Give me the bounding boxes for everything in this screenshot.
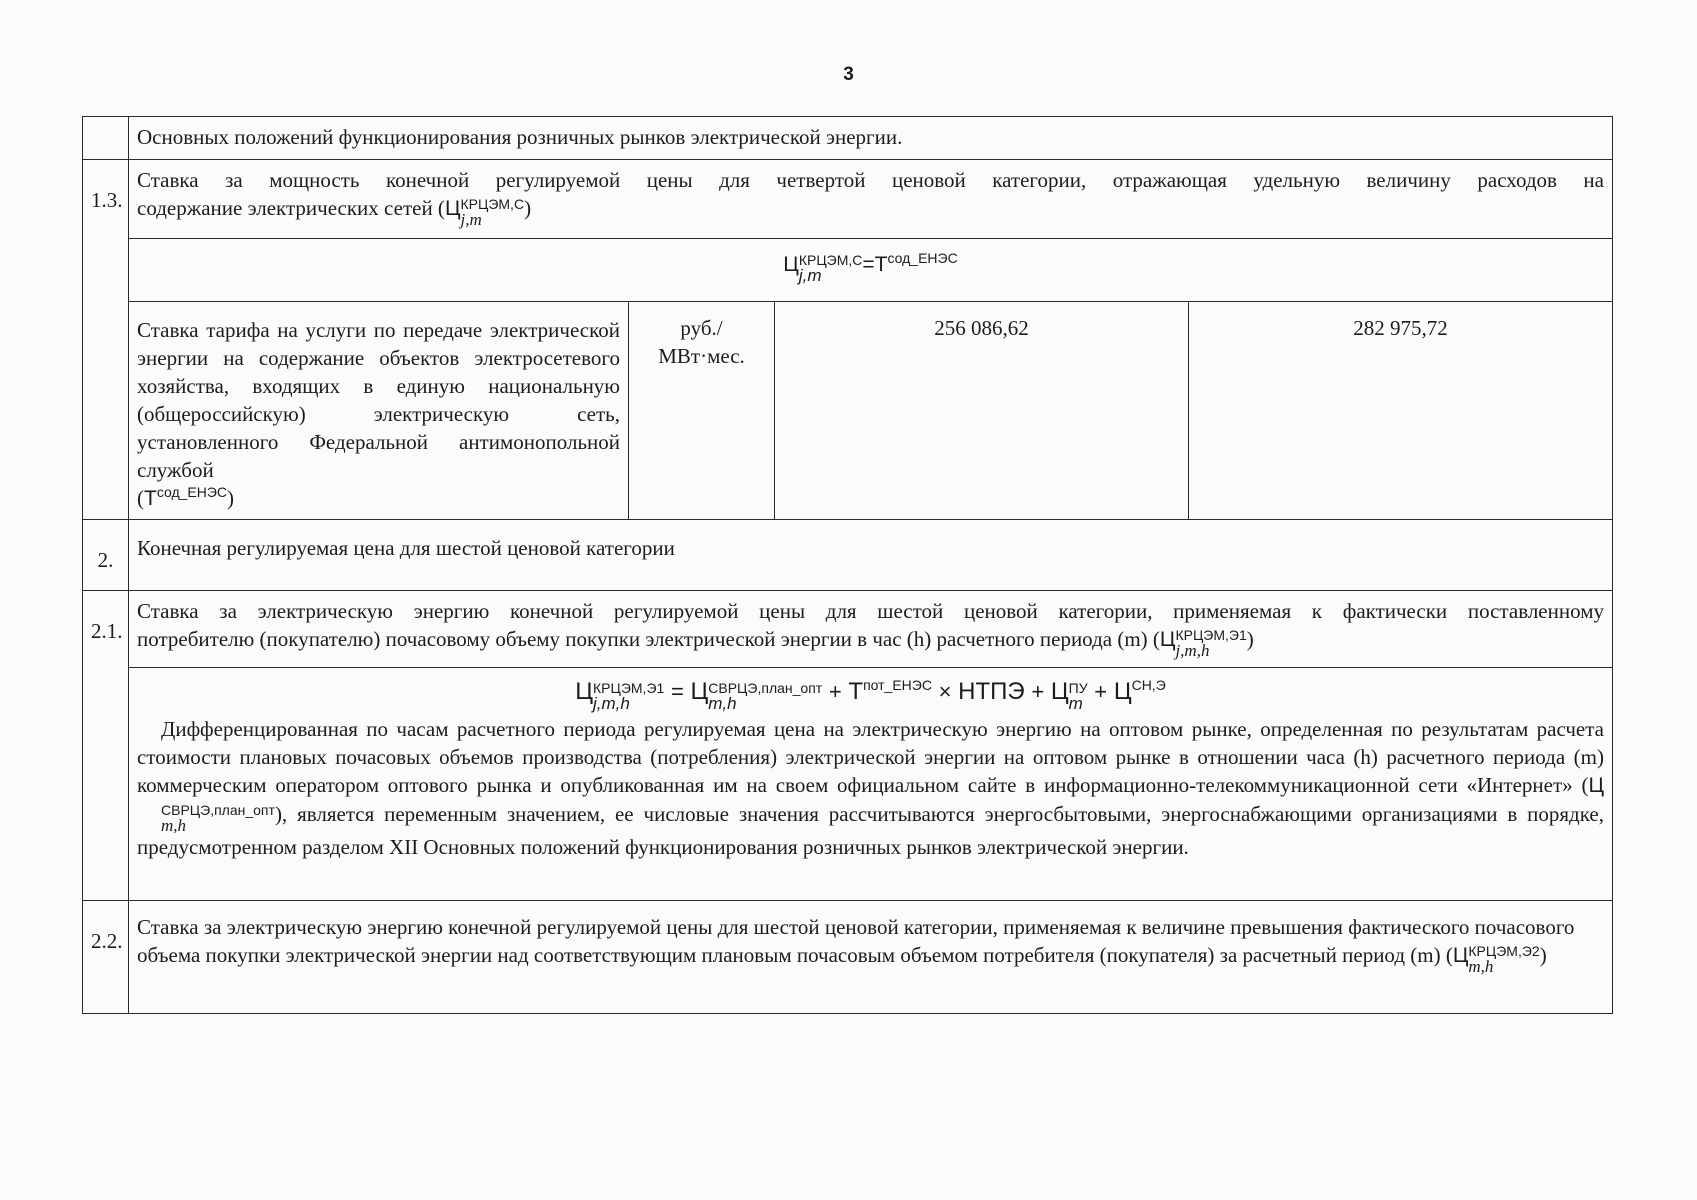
tariff-label: Ставка тарифа на услуги по передаче электрической энергии на содержание объектов электросетевого хозяйства, входящих в единую национальную (общероссийскую) электрическую сеть, установленного Федеральной антимонопольной службой $(Т^{сод\_ЕНЭС})$ — [129, 302, 629, 520]
row-1-3-title-line2: содержание электрических сетей (Ц КРЦЭМ,С j,m ) — [137, 196, 532, 229]
row-2-2-text: Ставка за электрическую энергию конечной регулируемой цены для шестой ценовой категории, применяемая к величине превышения фактического почасового объема покупки электрической энергии над соответствующим плановым почасовым объемом потребителя (покупателя) за расчетный период (m) (Ц КРЦЭМ,Э2 m,h ) — [129, 901, 1613, 1014]
tariff-value-1: 256 086,62 — [775, 302, 1189, 520]
formula-1-3: Ц КРЦЭМ,С j,m $=Т^{сод\_ЕНЭС}$ — [129, 239, 1613, 302]
row-number: 2. — [83, 520, 129, 591]
tariff-unit: руб./ МВт·мес. — [629, 302, 775, 520]
table-row-1-3 — [83, 160, 1613, 239]
table-row-2-1-formula — [83, 668, 1613, 901]
table-row-2-2 — [83, 901, 1613, 1014]
row-2-1-paragraph: Дифференцированная по часам расчетного периода регулируемая цена на электрическую энергию на оптовом рынке, определенная по результатам расчета стоимости плановых почасовых объемов производства (потребления) электрической энергии на оптовом рынке в отношении часа (h) расчетного периода (m) коммерческим оператором оптового рынка и опубликованная им на своем официальном сайте в информационно-телекоммуникационной сети «Интернет» (Ц СВРЦЭ,план_опт m,h ), является переменным значением, ее числовые значения рассчитываются энергосбытовыми, энергоснабжающими организациями в порядке, предусмотренном разделом XII Основных положений функционирования розничных рынков электрической энергии. — [137, 717, 1604, 859]
row-2-1-body — [129, 668, 1613, 901]
tariff-table — [82, 116, 1613, 1014]
continuation-text: Основных положений функционирования розничных рынков электрической энергии. — [129, 117, 1613, 160]
tariff-value-2: 282 975,72 — [1189, 302, 1613, 520]
row-1-3-title-line1: Ставка за мощность конечной регулируемой цены для четвертой ценовой категории, отражающая удельную величину расходов на — [137, 168, 1604, 192]
table-row-tariff — [83, 302, 1613, 520]
table-row-2-1 — [83, 591, 1613, 668]
formula-2-1: Ц КРЦЭМ,Э1 j,m,h = Ц СВРЦЭ,план_опт m,h + $Т^{пот\_ЕНЭС}$ × НТПЭ + Ц ПУ m + $Ц^{СН,Э}$ — [575, 677, 1166, 713]
row-number: 1.3. — [83, 160, 129, 520]
table-row-1-3-formula — [83, 239, 1613, 302]
row-number: 2.1. — [83, 591, 129, 901]
table-row-2 — [83, 520, 1613, 591]
tariff-symbol: $(Т^{сод\_ЕНЭС})$ — [137, 484, 235, 510]
row-2-text: Конечная регулируемая цена для шестой ценовой категории — [129, 520, 1613, 591]
row-number: 2.2. — [83, 901, 129, 1014]
row-2-1-title: Ставка за электрическую энергию конечной регулируемой цены для шестой ценовой категории, применяемая к фактически поставленному потребителю (покупателю) почасовому объему покупки электрической энергии в час (h) расчетного периода (m) (Ц КРЦЭМ,Э1 j,m,h ) — [129, 591, 1613, 668]
table-row-continuation — [83, 117, 1613, 160]
page-number: 3 — [843, 64, 854, 85]
row-1-3-title — [129, 160, 1613, 239]
